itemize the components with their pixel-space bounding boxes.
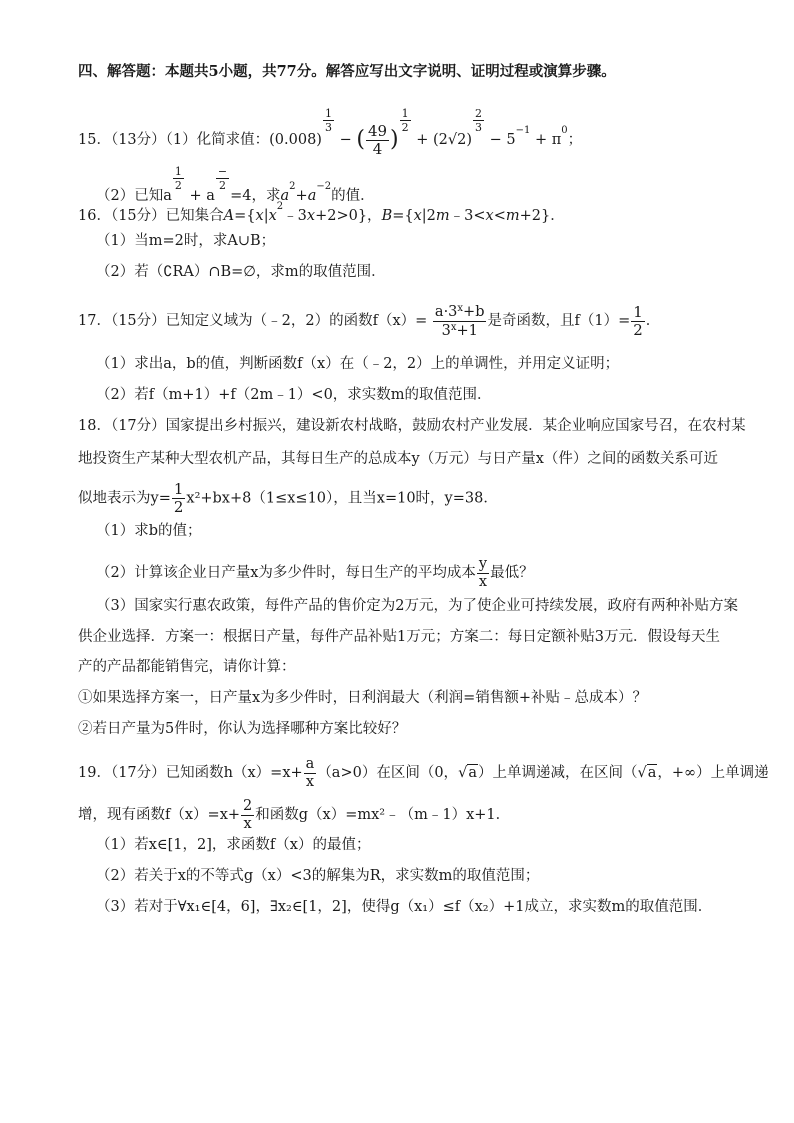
problem-15-part-2: （2）已知a $\frac{1}{2}$ + a $\frac{-}{2}$ =4，求$a^2+a^{-2}$的值．	[96, 165, 375, 204]
section-header: 四、解答题：本题共5小题，共77分。解答应写出文字说明、证明过程或演算步骤。	[78, 63, 616, 80]
problem-18-case-1: ①如果选择方案一，日产量x为多少件时，日利润最大（利润=销售额+补贴﹣总成本）？	[78, 690, 647, 706]
problem-19-part-3: （3）若对于∀x₁∈[4，6]，∃x₂∈[1，2]，使得g（x₁）≤f（x₂）+1成立，求实数m的取值范围．	[96, 899, 713, 915]
problem-17-part-1: （1）求出a，b的值，判断函数f（x）在（﹣2，2）上的单调性，并用定义证明；	[96, 356, 620, 372]
problem-19-part-1: （1）若x∈[1，2]，求函数f（x）的最值；	[96, 837, 371, 853]
problem-19-line-1: 19．（17分）已知函数h（x）=x+ $\frac{a}{x}$ （a>0）在区间（0，√a）上单调递减，在区间（√a，+∞）上单调递	[78, 756, 769, 790]
problem-19-part-2: （2）若关于x的不等式g（x）<3的解集为R，求实数m的取值范围；	[96, 868, 540, 884]
problem-18-line-3: 似地表示为y= $\frac{1}{2}$ x²+bx+8（1≤x≤10），且当x=10时，y=38．	[78, 480, 498, 516]
problem-18-part-3-line-3: 产的产品都能销售完，请你计算：	[78, 659, 296, 675]
problem-18-part-2: （2）计算该企业日产量x为多少件时，每日生产的平均成本 $\frac{y}{x}$ 最低？	[96, 556, 534, 590]
problem-17: 17．（15分）已知定义域为（﹣2，2）的函数f（x）= $\frac{a\cdot 3^x+b}{3^x+1}$ 是奇函数，且f（1）= $\frac{1}{2}$ ．	[78, 302, 661, 339]
problem-16-part-1: （1）当m=2时，求A∪B；	[96, 233, 276, 249]
problem-15-intro: 15．（13分）（1）化简求值：	[78, 132, 270, 148]
problem-19-line-2: 增，现有函数f（x）=x+ $\frac{2}{x}$ 和函数g（x）=mx²﹣（m﹣1）x+1．	[78, 798, 511, 832]
problem-16-part-2: （2）若（∁RA）∩B=∅，求m的取值范围．	[96, 264, 386, 280]
problem-18-line-2: 地投资生产某种大型农机产品，其每日生产的总成本y（万元）与日产量x（件）之间的函数关系可近	[78, 451, 718, 467]
problem-18-part-1: （1）求b的值；	[96, 523, 202, 539]
problem-18-part-3-line-2: 供企业选择．方案一：根据日产量，每件产品补贴1万元；方案二：每日定额补贴3万元．假设每天生	[78, 629, 720, 645]
problem-18-part-3-line-1: （3）国家实行惠农政策，每件产品的售价定为2万元，为了使企业可持续发展，政府有两种补贴方案	[96, 598, 738, 614]
problem-16: 16．（15分）已知集合$A=\{x|x^2﹣3x+2>0\}$，B={x|2m﹣3<x<m+2}．	[78, 201, 565, 224]
problem-15: 15．（13分）（1）化简求值：(0.008) $\frac{1}{3}$ − ( $\frac{49}{4}$ ) $\frac{1}{2}$ + (2√2) $\frac{2}{3}$ − $5^{-1} + \pi^0$；	[78, 107, 583, 158]
problem-18-case-2: ②若日产量为5件时，你认为选择哪种方案比较好？	[78, 721, 407, 737]
problem-18-line-1: 18．（17分）国家提出乡村振兴，建设新农村战略，鼓励农村产业发展．某企业响应国家号召，在农村某	[78, 418, 746, 434]
problem-17-part-2: （2）若f（m+1）+f（2m﹣1）<0，求实数m的取值范围．	[96, 387, 492, 403]
